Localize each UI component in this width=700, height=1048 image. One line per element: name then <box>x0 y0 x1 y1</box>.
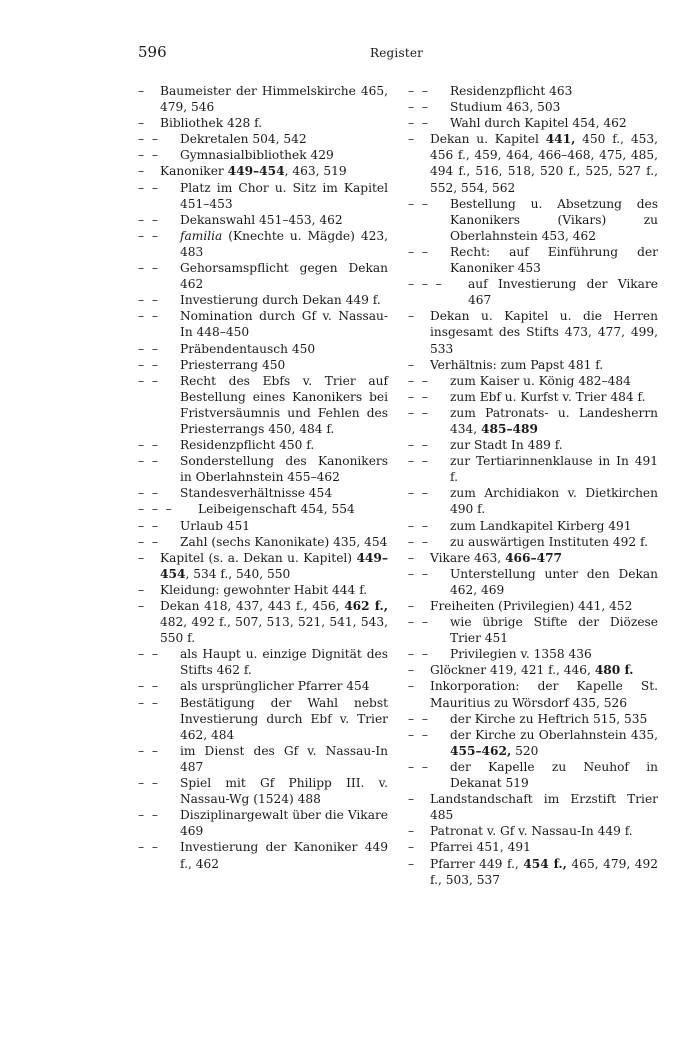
entry-text: Residenzpflicht 463 <box>450 84 573 98</box>
entry-dash-marker: – – <box>408 84 428 98</box>
index-entry <box>138 775 388 807</box>
entry-text: Inkorporation: der Kapelle St. Mauritius zu Wörsdorf 435, 526 <box>430 679 658 710</box>
entry-text: zur Stadt In 489 f. <box>450 438 563 453</box>
entry-dash-marker: – – – <box>408 277 442 292</box>
entry-dash-marker: – – <box>138 776 158 791</box>
index-entry <box>408 99 658 115</box>
index-entry <box>138 598 388 646</box>
entry-dash-marker: – – <box>138 228 158 243</box>
entry-text: zum Patronats- u. Landesherrn 434, 485–489 <box>450 405 658 436</box>
page-number: 596 <box>138 43 167 61</box>
index-entry <box>138 743 388 775</box>
entry-dash-marker: – – <box>138 454 158 469</box>
entry-text: Kleidung: gewohnter Habit 444 f. <box>160 582 368 597</box>
entry-dash-marker: – <box>408 663 415 678</box>
index-entry <box>138 646 388 678</box>
entry-dash-marker: – – <box>408 534 428 549</box>
index-entry <box>408 244 658 276</box>
entry-dash-marker: – – <box>138 808 158 823</box>
entry-dash-marker: – – <box>138 180 158 195</box>
entry-text: Unterstellung unter den Dekan 462, 469 <box>450 566 658 597</box>
index-entry <box>138 357 388 373</box>
entry-dash-marker: – – <box>138 743 158 758</box>
entry-text: Gehorsamspflicht gegen Dekan 462 <box>180 261 388 292</box>
entry-dash-marker: – – <box>408 116 428 131</box>
index-entry <box>138 131 388 147</box>
entry-text: zum Landkapitel Kirberg 491 <box>450 518 632 533</box>
entry-text: Recht des Ebfs v. Trier auf Bestellung eines Kanonikers bei Fristversäumnis und Fehlen des Priesterrangs 450, 484 f. <box>180 373 388 436</box>
index-entry <box>138 115 388 131</box>
entry-dash-marker: – – <box>408 486 428 501</box>
entry-text: Leibeigenschaft 454, 554 <box>198 502 355 517</box>
entry-dash-marker: – – <box>138 438 158 453</box>
index-entry <box>408 614 658 646</box>
index-entry <box>138 212 388 228</box>
running-head: Register <box>370 46 424 60</box>
index-entry <box>408 823 658 839</box>
entry-dash-marker: – <box>408 792 415 807</box>
entry-text: Kapitel (s. a. Dekan u. Kapitel) 449–454, 534 f., 540, 550 <box>160 550 388 581</box>
index-entry <box>138 163 388 179</box>
index-entry <box>138 582 388 598</box>
entry-text: Recht: auf Einführung der Kanoniker 453 <box>450 244 658 276</box>
entry-dash-marker: – – <box>408 518 428 533</box>
entry-text: Investierung der Kanoniker 449 f., 462 <box>180 840 388 871</box>
entry-dash-marker: – – <box>408 373 428 388</box>
entry-text: der Kapelle zu Neuhof in Dekanat 519 <box>450 759 658 791</box>
entry-dash-marker: – <box>408 856 415 871</box>
entry-text: Landstandschaft im Erzstift Trier 485 <box>430 792 658 823</box>
entry-text: Dekretalen 504, 542 <box>180 132 307 147</box>
entry-dash-marker: – – <box>138 357 158 372</box>
entry-text: Urlaub 451 <box>180 518 251 533</box>
index-column-left <box>138 83 388 872</box>
entry-dash-marker: – – <box>408 647 428 662</box>
entry-text: Baumeister der Himmelskirche 465, 479, 546 <box>160 84 388 115</box>
index-entry <box>138 437 388 453</box>
index-entry <box>138 678 388 694</box>
index-entry <box>408 83 658 99</box>
index-entry <box>408 276 658 308</box>
entry-text: Disziplinargewalt über die Vikare 469 <box>180 808 388 839</box>
entry-text: Bestätigung der Wahl nebst Investierung durch Ebf v. Trier 462, 484 <box>180 695 388 742</box>
index-entry <box>408 839 658 855</box>
entry-text: im Dienst des Gf v. Nassau-In 487 <box>180 743 388 774</box>
entry-dash-marker: – – <box>138 148 158 163</box>
index-entry <box>138 695 388 743</box>
entry-dash-marker: – – <box>408 196 428 211</box>
index-entry <box>408 711 658 727</box>
index-entry <box>408 566 658 598</box>
index-entry <box>138 373 388 437</box>
entry-dash-marker: – – <box>408 759 428 774</box>
entry-text: Privilegien v. 1358 436 <box>450 647 592 662</box>
entry-text: Präbendentausch 450 <box>180 341 316 356</box>
index-entry <box>138 839 388 871</box>
index-entry <box>408 662 658 678</box>
index-entry <box>138 501 388 517</box>
entry-text: Glöckner 419, 421 f., 446, 480 f. <box>430 663 634 678</box>
entry-dash-marker: – – <box>138 373 158 388</box>
entry-dash-marker: – <box>408 550 415 565</box>
entry-dash-marker: – – <box>138 309 158 324</box>
entry-dash-marker: – <box>408 840 415 855</box>
entry-dash-marker: – – <box>138 212 158 227</box>
index-column-right <box>408 83 658 888</box>
index-entry <box>408 759 658 791</box>
index-entry <box>408 598 658 614</box>
index-entry <box>408 678 658 710</box>
index-entry <box>408 196 658 244</box>
entry-text: Sonderstellung des Kanonikers in Oberlahnstein 455–462 <box>180 454 388 485</box>
index-entry <box>408 131 658 195</box>
entry-dash-marker: – – <box>408 389 428 404</box>
entry-text: Pfarrei 451, 491 <box>430 840 531 855</box>
index-entry <box>138 534 388 550</box>
entry-text: als Haupt u. einzige Dignität des Stifts 462 f. <box>180 647 388 678</box>
entry-text: zum Kaiser u. König 482–484 <box>450 373 631 388</box>
entry-dash-marker: – <box>138 164 145 179</box>
entry-text: Nomination durch Gf v. Nassau-In 448–450 <box>180 309 388 340</box>
index-entry <box>138 180 388 212</box>
index-entry <box>408 357 658 373</box>
entry-text: Zahl (sechs Kanonikate) 435, 454 <box>180 534 388 549</box>
entry-text: Investierung durch Dekan 449 f. <box>180 293 381 308</box>
index-entry <box>138 807 388 839</box>
entry-dash-marker: – – <box>138 840 158 855</box>
entry-dash-marker: – – <box>408 438 428 453</box>
entry-text: der Kirche zu Oberlahnstein 435, 455–462, 520 <box>450 727 658 758</box>
entry-text: als ursprünglicher Pfarrer 454 <box>180 679 370 694</box>
entry-text: Vikare 463, 466–477 <box>430 550 563 565</box>
entry-dash-marker: – – <box>138 293 158 308</box>
entry-text: Studium 463, 503 <box>450 100 561 115</box>
index-entry <box>408 534 658 550</box>
entry-dash-marker: – <box>408 357 415 372</box>
entry-text: Dekan 418, 437, 443 f., 456, 462 f., 482, 492 f., 507, 513, 521, 541, 543, 550 f. <box>160 599 388 646</box>
entry-text: Verhältnis: zum Papst 481 f. <box>430 357 604 372</box>
index-entry <box>138 518 388 534</box>
entry-dash-marker: – – <box>138 261 158 276</box>
entry-text: Dekan u. Kapitel 441, 450 f., 453, 456 f., 459, 464, 466–468, 475, 485, 494 f., 516, 518, 520 f., 525, 527 f., 552, 554, 562 <box>430 132 658 195</box>
entry-text: zur Tertiarinnenklause in In 491 f. <box>450 454 658 485</box>
entry-text: wie übrige Stifte der Diözese Trier 451 <box>450 615 658 646</box>
entry-dash-marker: – – <box>138 695 158 710</box>
entry-dash-marker: – – <box>408 727 428 742</box>
index-entry <box>138 453 388 485</box>
index-entry <box>408 453 658 485</box>
entry-text: Freiheiten (Privilegien) 441, 452 <box>430 599 633 613</box>
entry-dash-marker: – <box>138 599 145 613</box>
index-entry <box>408 856 658 888</box>
index-entry <box>138 83 388 115</box>
entry-text: Priesterrang 450 <box>180 357 286 372</box>
index-entry <box>138 260 388 292</box>
entry-dash-marker: – <box>138 84 145 98</box>
entry-text: Pfarrer 449 f., 454 f., 465, 479, 492 f., 503, 537 <box>430 856 658 887</box>
entry-text: zum Ebf u. Kurfst v. Trier 484 f. <box>450 389 646 404</box>
index-entry <box>408 485 658 517</box>
entry-dash-marker: – – <box>138 486 158 501</box>
index-entry <box>138 308 388 340</box>
entry-text: Gymnasialbibliothek 429 <box>180 148 334 163</box>
entry-dash-marker: – – <box>408 244 428 259</box>
entry-dash-marker: – <box>138 116 145 131</box>
index-entry <box>408 791 658 823</box>
entry-dash-marker: – – <box>138 534 158 549</box>
entry-dash-marker: – <box>408 309 415 324</box>
entry-text: Spiel mit Gf Philipp III. v. Nassau-Wg (1524) 488 <box>180 776 388 807</box>
entry-text: Bibliothek 428 f. <box>160 116 263 131</box>
entry-text: zum Archidiakon v. Dietkirchen 490 f. <box>450 486 658 517</box>
entry-dash-marker: – – <box>408 454 428 469</box>
index-entry <box>408 308 658 356</box>
entry-dash-marker: – <box>408 599 415 613</box>
index-entry <box>138 147 388 163</box>
entry-dash-marker: – – <box>138 341 158 356</box>
entry-dash-marker: – <box>138 550 145 565</box>
entry-text: familia (Knechte u. Mägde) 423, 483 <box>180 228 388 259</box>
entry-text: der Kirche zu Heftrich 515, 535 <box>450 711 648 726</box>
entry-text: zu auswärtigen Instituten 492 f. <box>450 534 648 549</box>
index-entry <box>138 485 388 501</box>
index-entry <box>408 115 658 131</box>
index-entry <box>408 405 658 437</box>
entry-text: Standesverhältnisse 454 <box>180 486 333 501</box>
index-entry <box>408 646 658 662</box>
index-entry <box>138 341 388 357</box>
entry-dash-marker: – – <box>408 615 428 630</box>
entry-text: Patronat v. Gf v. Nassau-In 449 f. <box>430 824 633 839</box>
index-entry <box>138 228 388 260</box>
index-entry <box>408 550 658 566</box>
entry-dash-marker: – – <box>138 518 158 533</box>
entry-dash-marker: – <box>408 824 415 839</box>
entry-text: Kanoniker 449–454, 463, 519 <box>160 164 347 179</box>
entry-dash-marker: – – – <box>138 502 172 517</box>
entry-text: Dekan u. Kapitel u. die Herren insgesamt des Stifts 473, 477, 499, 533 <box>430 309 658 356</box>
index-entry <box>408 373 658 389</box>
entry-dash-marker: – – <box>138 679 158 694</box>
entry-text: Bestellung u. Absetzung des Kanonikers (Vikars) zu Oberlahnstein 453, 462 <box>450 196 658 243</box>
index-entry <box>408 727 658 759</box>
index-entry <box>408 437 658 453</box>
entry-dash-marker: – – <box>408 711 428 726</box>
entry-text: Dekanswahl 451–453, 462 <box>180 212 343 227</box>
entry-dash-marker: – – <box>138 647 158 662</box>
index-entry <box>138 292 388 308</box>
index-entry <box>408 389 658 405</box>
entry-dash-marker: – <box>408 132 415 147</box>
index-entry <box>408 518 658 534</box>
entry-dash-marker: – <box>138 582 145 597</box>
entry-dash-marker: – – <box>138 132 158 147</box>
entry-text: Wahl durch Kapitel 454, 462 <box>450 116 627 131</box>
entry-dash-marker: – – <box>408 566 428 581</box>
entry-dash-marker: – – <box>408 100 428 115</box>
entry-dash-marker: – <box>408 679 415 694</box>
entry-text: auf Investierung der Vikare 467 <box>468 277 658 308</box>
entry-text: Platz im Chor u. Sitz im Kapitel 451–453 <box>180 180 388 211</box>
index-entry <box>138 550 388 582</box>
entry-dash-marker: – – <box>408 405 428 420</box>
entry-text: Residenzpflicht 450 f. <box>180 438 315 453</box>
